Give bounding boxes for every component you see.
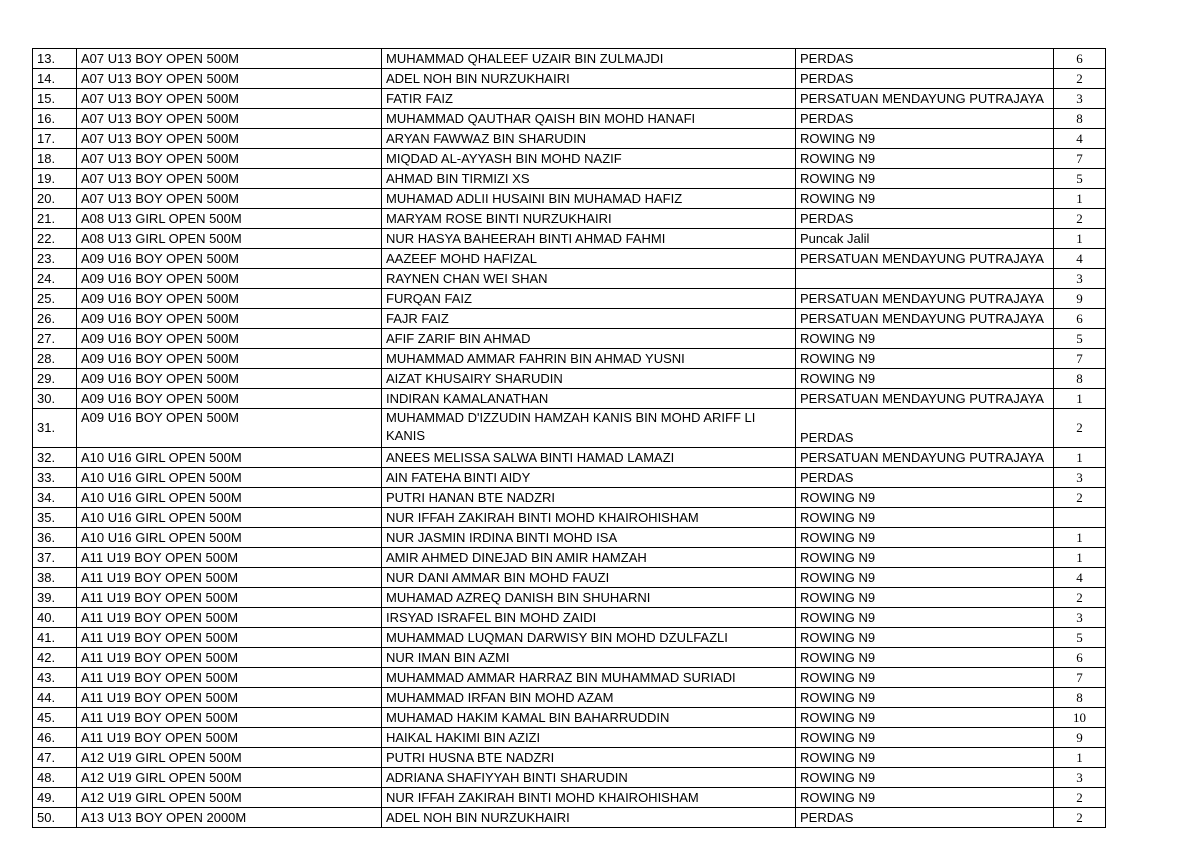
- event-cell: A08 U13 GIRL OPEN 500M: [77, 209, 382, 229]
- row-number-cell: 38.: [33, 568, 77, 588]
- table-row: [33, 169, 1106, 189]
- event-cell: A11 U19 BOY OPEN 500M: [77, 728, 382, 748]
- club-cell: ROWING N9: [796, 588, 1054, 608]
- club-cell: PERSATUAN MENDAYUNG PUTRAJAYA: [796, 289, 1054, 309]
- row-number-cell: 47.: [33, 748, 77, 768]
- rank-cell: 3: [1054, 269, 1106, 289]
- athlete-name-cell: MUHAMMAD D'IZZUDIN HAMZAH KANIS BIN MOHD ARIFF LI KANIS: [382, 409, 796, 448]
- club-cell: ROWING N9: [796, 129, 1054, 149]
- athlete-name-cell: MIQDAD AL-AYYASH BIN MOHD NAZIF: [382, 149, 796, 169]
- athlete-name-cell: NUR JASMIN IRDINA BINTI MOHD ISA: [382, 528, 796, 548]
- athlete-name-cell: FURQAN FAIZ: [382, 289, 796, 309]
- event-cell: A09 U16 BOY OPEN 500M: [77, 249, 382, 269]
- event-cell: A11 U19 BOY OPEN 500M: [77, 708, 382, 728]
- row-number-cell: 33.: [33, 468, 77, 488]
- rank-cell: 4: [1054, 249, 1106, 269]
- rank-cell: 1: [1054, 548, 1106, 568]
- event-cell: A09 U16 BOY OPEN 500M: [77, 349, 382, 369]
- event-cell: A11 U19 BOY OPEN 500M: [77, 688, 382, 708]
- rank-cell: 4: [1054, 568, 1106, 588]
- table-row: [33, 349, 1106, 369]
- row-number-cell: 27.: [33, 329, 77, 349]
- athlete-name-cell: MUHAMMAD AMMAR HARRAZ BIN MUHAMMAD SURIADI: [382, 668, 796, 688]
- event-cell: A11 U19 BOY OPEN 500M: [77, 608, 382, 628]
- row-number-cell: 46.: [33, 728, 77, 748]
- table-row: [33, 508, 1106, 528]
- club-cell: PERDAS: [796, 409, 1054, 448]
- club-cell: PERSATUAN MENDAYUNG PUTRAJAYA: [796, 89, 1054, 109]
- table-row: [33, 608, 1106, 628]
- athlete-name-cell: FAJR FAIZ: [382, 309, 796, 329]
- athlete-name-cell: AFIF ZARIF BIN AHMAD: [382, 329, 796, 349]
- event-cell: A12 U19 GIRL OPEN 500M: [77, 788, 382, 808]
- event-cell: A07 U13 BOY OPEN 500M: [77, 149, 382, 169]
- athlete-name-cell: ADEL NOH BIN NURZUKHAIRI: [382, 69, 796, 89]
- row-number-cell: 29.: [33, 369, 77, 389]
- athlete-name-cell: PUTRI HUSNA BTE NADZRI: [382, 748, 796, 768]
- row-number-cell: 43.: [33, 668, 77, 688]
- event-cell: A07 U13 BOY OPEN 500M: [77, 129, 382, 149]
- club-cell: PERDAS: [796, 69, 1054, 89]
- table-row: [33, 568, 1106, 588]
- rank-cell: 6: [1054, 648, 1106, 668]
- row-number-cell: 50.: [33, 808, 77, 828]
- club-cell: ROWING N9: [796, 568, 1054, 588]
- club-cell: PERSATUAN MENDAYUNG PUTRAJAYA: [796, 249, 1054, 269]
- event-cell: A07 U13 BOY OPEN 500M: [77, 49, 382, 69]
- rank-cell: 5: [1054, 329, 1106, 349]
- table-row: [33, 588, 1106, 608]
- rank-cell: 1: [1054, 229, 1106, 249]
- athlete-name-cell: FATIR FAIZ: [382, 89, 796, 109]
- row-number-cell: 17.: [33, 129, 77, 149]
- club-cell: ROWING N9: [796, 748, 1054, 768]
- row-number-cell: 26.: [33, 309, 77, 329]
- rank-cell: 3: [1054, 608, 1106, 628]
- event-cell: A10 U16 GIRL OPEN 500M: [77, 528, 382, 548]
- athlete-name-cell: ARYAN FAWWAZ BIN SHARUDIN: [382, 129, 796, 149]
- rank-cell: 9: [1054, 728, 1106, 748]
- row-number-cell: 31.: [33, 409, 77, 448]
- table-row: [33, 528, 1106, 548]
- athlete-name-cell: AAZEEF MOHD HAFIZAL: [382, 249, 796, 269]
- row-number-cell: 14.: [33, 69, 77, 89]
- club-cell: ROWING N9: [796, 648, 1054, 668]
- row-number-cell: 32.: [33, 448, 77, 468]
- table-row: [33, 49, 1106, 69]
- rank-cell: 1: [1054, 528, 1106, 548]
- athlete-name-cell: HAIKAL HAKIMI BIN AZIZI: [382, 728, 796, 748]
- rank-cell: 8: [1054, 688, 1106, 708]
- row-number-cell: 18.: [33, 149, 77, 169]
- table-row: [33, 269, 1106, 289]
- athlete-name-cell: NUR DANI AMMAR BIN MOHD FAUZI: [382, 568, 796, 588]
- event-cell: A09 U16 BOY OPEN 500M: [77, 369, 382, 389]
- rank-cell: 2: [1054, 409, 1106, 448]
- table-row: [33, 668, 1106, 688]
- rank-cell: 2: [1054, 588, 1106, 608]
- row-number-cell: 49.: [33, 788, 77, 808]
- club-cell: ROWING N9: [796, 488, 1054, 508]
- club-cell: Puncak Jalil: [796, 229, 1054, 249]
- row-number-cell: 30.: [33, 389, 77, 409]
- row-number-cell: 41.: [33, 628, 77, 648]
- rank-cell: 2: [1054, 788, 1106, 808]
- event-cell: A12 U19 GIRL OPEN 500M: [77, 768, 382, 788]
- athlete-name-cell: RAYNEN CHAN WEI SHAN: [382, 269, 796, 289]
- table-row: [33, 149, 1106, 169]
- table-row: [33, 468, 1106, 488]
- club-cell: ROWING N9: [796, 169, 1054, 189]
- table-row: [33, 808, 1106, 828]
- table-row: [33, 129, 1106, 149]
- row-number-cell: 37.: [33, 548, 77, 568]
- club-cell: ROWING N9: [796, 728, 1054, 748]
- table-row: [33, 409, 1106, 448]
- row-number-cell: 34.: [33, 488, 77, 508]
- athlete-name-cell: INDIRAN KAMALANATHAN: [382, 389, 796, 409]
- event-cell: A09 U16 BOY OPEN 500M: [77, 409, 382, 448]
- rank-cell: 4: [1054, 129, 1106, 149]
- table-row: [33, 648, 1106, 668]
- table-row: [33, 109, 1106, 129]
- athlete-name-cell: MUHAMMAD QAUTHAR QAISH BIN MOHD HANAFI: [382, 109, 796, 129]
- row-number-cell: 36.: [33, 528, 77, 548]
- event-cell: A10 U16 GIRL OPEN 500M: [77, 448, 382, 468]
- table-row: [33, 788, 1106, 808]
- row-number-cell: 44.: [33, 688, 77, 708]
- row-number-cell: 20.: [33, 189, 77, 209]
- rank-cell: 1: [1054, 389, 1106, 409]
- row-number-cell: 22.: [33, 229, 77, 249]
- rank-cell: 7: [1054, 668, 1106, 688]
- event-cell: A13 U13 BOY OPEN 2000M: [77, 808, 382, 828]
- row-number-cell: 35.: [33, 508, 77, 528]
- row-number-cell: 13.: [33, 49, 77, 69]
- club-cell: PERDAS: [796, 808, 1054, 828]
- athlete-name-cell: AIN FATEHA BINTI AIDY: [382, 468, 796, 488]
- athlete-name-cell: MUHAMMAD QHALEEF UZAIR BIN ZULMAJDI: [382, 49, 796, 69]
- club-cell: ROWING N9: [796, 708, 1054, 728]
- rank-cell: 5: [1054, 628, 1106, 648]
- results-table: [32, 48, 1106, 828]
- table-row: [33, 748, 1106, 768]
- rank-cell: 7: [1054, 349, 1106, 369]
- results-table-body: [33, 49, 1106, 828]
- event-cell: A11 U19 BOY OPEN 500M: [77, 588, 382, 608]
- event-cell: A07 U13 BOY OPEN 500M: [77, 89, 382, 109]
- club-cell: ROWING N9: [796, 189, 1054, 209]
- row-number-cell: 39.: [33, 588, 77, 608]
- club-cell: PERSATUAN MENDAYUNG PUTRAJAYA: [796, 309, 1054, 329]
- table-row: [33, 229, 1106, 249]
- athlete-name-cell: NUR IFFAH ZAKIRAH BINTI MOHD KHAIROHISHAM: [382, 788, 796, 808]
- table-row: [33, 488, 1106, 508]
- rank-cell: 8: [1054, 369, 1106, 389]
- rank-cell: 8: [1054, 109, 1106, 129]
- table-row: [33, 448, 1106, 468]
- table-row: [33, 389, 1106, 409]
- event-cell: A11 U19 BOY OPEN 500M: [77, 628, 382, 648]
- club-cell: ROWING N9: [796, 628, 1054, 648]
- rank-cell: 2: [1054, 808, 1106, 828]
- rank-cell: 3: [1054, 768, 1106, 788]
- row-number-cell: 24.: [33, 269, 77, 289]
- table-row: [33, 688, 1106, 708]
- table-row: [33, 89, 1106, 109]
- row-number-cell: 23.: [33, 249, 77, 269]
- rank-cell: 2: [1054, 209, 1106, 229]
- club-cell: ROWING N9: [796, 788, 1054, 808]
- rank-cell: 1: [1054, 448, 1106, 468]
- rank-cell: 1: [1054, 189, 1106, 209]
- event-cell: A11 U19 BOY OPEN 500M: [77, 648, 382, 668]
- athlete-name-cell: ADRIANA SHAFIYYAH BINTI SHARUDIN: [382, 768, 796, 788]
- rank-cell: 1: [1054, 748, 1106, 768]
- athlete-name-cell: NUR HASYA BAHEERAH BINTI AHMAD FAHMI: [382, 229, 796, 249]
- event-cell: A11 U19 BOY OPEN 500M: [77, 548, 382, 568]
- club-cell: ROWING N9: [796, 668, 1054, 688]
- club-cell: ROWING N9: [796, 548, 1054, 568]
- event-cell: A10 U16 GIRL OPEN 500M: [77, 468, 382, 488]
- table-row: [33, 548, 1106, 568]
- athlete-name-cell: MUHAMMAD IRFAN BIN MOHD AZAM: [382, 688, 796, 708]
- rank-cell: 9: [1054, 289, 1106, 309]
- table-row: [33, 728, 1106, 748]
- club-cell: PERDAS: [796, 49, 1054, 69]
- club-cell: PERDAS: [796, 109, 1054, 129]
- event-cell: A09 U16 BOY OPEN 500M: [77, 269, 382, 289]
- rank-cell: 2: [1054, 69, 1106, 89]
- athlete-name-cell: PUTRI HANAN BTE NADZRI: [382, 488, 796, 508]
- athlete-name-cell: AMIR AHMED DINEJAD BIN AMIR HAMZAH: [382, 548, 796, 568]
- athlete-name-cell: MUHAMAD HAKIM KAMAL BIN BAHARRUDDIN: [382, 708, 796, 728]
- club-cell: ROWING N9: [796, 688, 1054, 708]
- rank-cell: 3: [1054, 89, 1106, 109]
- row-number-cell: 40.: [33, 608, 77, 628]
- event-cell: A07 U13 BOY OPEN 500M: [77, 189, 382, 209]
- club-cell: ROWING N9: [796, 349, 1054, 369]
- event-cell: A08 U13 GIRL OPEN 500M: [77, 229, 382, 249]
- club-cell: ROWING N9: [796, 149, 1054, 169]
- table-row: [33, 309, 1106, 329]
- athlete-name-cell: AHMAD BIN TIRMIZI XS: [382, 169, 796, 189]
- club-cell: ROWING N9: [796, 508, 1054, 528]
- table-row: [33, 69, 1106, 89]
- row-number-cell: 28.: [33, 349, 77, 369]
- rank-cell: 6: [1054, 49, 1106, 69]
- row-number-cell: 15.: [33, 89, 77, 109]
- event-cell: A07 U13 BOY OPEN 500M: [77, 69, 382, 89]
- row-number-cell: 16.: [33, 109, 77, 129]
- athlete-name-cell: MUHAMAD ADLII HUSAINI BIN MUHAMAD HAFIZ: [382, 189, 796, 209]
- event-cell: A07 U13 BOY OPEN 500M: [77, 169, 382, 189]
- athlete-name-cell: NUR IMAN BIN AZMI: [382, 648, 796, 668]
- table-row: [33, 768, 1106, 788]
- athlete-name-cell: MUHAMAD AZREQ DANISH BIN SHUHARNI: [382, 588, 796, 608]
- row-number-cell: 21.: [33, 209, 77, 229]
- club-cell: ROWING N9: [796, 768, 1054, 788]
- club-cell: ROWING N9: [796, 608, 1054, 628]
- athlete-name-cell: AIZAT KHUSAIRY SHARUDIN: [382, 369, 796, 389]
- row-number-cell: 48.: [33, 768, 77, 788]
- rank-cell: 5: [1054, 169, 1106, 189]
- row-number-cell: 19.: [33, 169, 77, 189]
- club-cell: ROWING N9: [796, 329, 1054, 349]
- athlete-name-cell: ANEES MELISSA SALWA BINTI HAMAD LAMAZI: [382, 448, 796, 468]
- athlete-name-cell: MUHAMMAD LUQMAN DARWISY BIN MOHD DZULFAZLI: [382, 628, 796, 648]
- rank-cell: 10: [1054, 708, 1106, 728]
- athlete-name-cell: MUHAMMAD AMMAR FAHRIN BIN AHMAD YUSNI: [382, 349, 796, 369]
- club-cell: PERSATUAN MENDAYUNG PUTRAJAYA: [796, 448, 1054, 468]
- table-row: [33, 249, 1106, 269]
- event-cell: A10 U16 GIRL OPEN 500M: [77, 508, 382, 528]
- club-cell: PERSATUAN MENDAYUNG PUTRAJAYA: [796, 389, 1054, 409]
- table-row: [33, 189, 1106, 209]
- event-cell: A09 U16 BOY OPEN 500M: [77, 289, 382, 309]
- rank-cell: [1054, 508, 1106, 528]
- event-cell: A09 U16 BOY OPEN 500M: [77, 329, 382, 349]
- athlete-name-cell: NUR IFFAH ZAKIRAH BINTI MOHD KHAIROHISHAM: [382, 508, 796, 528]
- club-cell: ROWING N9: [796, 369, 1054, 389]
- club-cell: PERDAS: [796, 209, 1054, 229]
- athlete-name-cell: ADEL NOH BIN NURZUKHAIRI: [382, 808, 796, 828]
- table-row: [33, 369, 1106, 389]
- row-number-cell: 25.: [33, 289, 77, 309]
- event-cell: A09 U16 BOY OPEN 500M: [77, 389, 382, 409]
- club-cell: ROWING N9: [796, 528, 1054, 548]
- table-row: [33, 708, 1106, 728]
- event-cell: A09 U16 BOY OPEN 500M: [77, 309, 382, 329]
- athlete-name-cell: IRSYAD ISRAFEL BIN MOHD ZAIDI: [382, 608, 796, 628]
- club-cell: PERDAS: [796, 468, 1054, 488]
- event-cell: A11 U19 BOY OPEN 500M: [77, 668, 382, 688]
- rank-cell: 3: [1054, 468, 1106, 488]
- event-cell: A10 U16 GIRL OPEN 500M: [77, 488, 382, 508]
- event-cell: A11 U19 BOY OPEN 500M: [77, 568, 382, 588]
- rank-cell: 2: [1054, 488, 1106, 508]
- row-number-cell: 42.: [33, 648, 77, 668]
- rank-cell: 6: [1054, 309, 1106, 329]
- athlete-name-cell: MARYAM ROSE BINTI NURZUKHAIRI: [382, 209, 796, 229]
- event-cell: A12 U19 GIRL OPEN 500M: [77, 748, 382, 768]
- table-row: [33, 628, 1106, 648]
- row-number-cell: 45.: [33, 708, 77, 728]
- table-row: [33, 329, 1106, 349]
- table-row: [33, 209, 1106, 229]
- event-cell: A07 U13 BOY OPEN 500M: [77, 109, 382, 129]
- club-cell: [796, 269, 1054, 289]
- table-row: [33, 289, 1106, 309]
- rank-cell: 7: [1054, 149, 1106, 169]
